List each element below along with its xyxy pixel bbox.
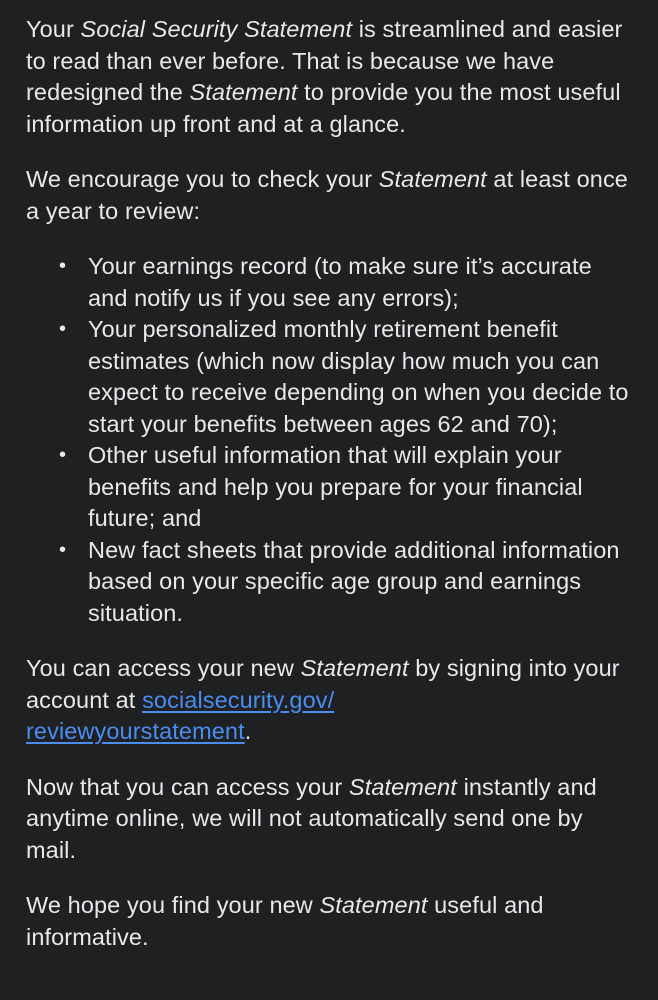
list-item: • New fact sheets that provide additional information based on your specific age group and earnings situation. xyxy=(59,536,620,626)
access-paragraph: You can access your new Statement by signing into your account at socialsecurity.gov/ reviewyourstatement. xyxy=(26,655,620,744)
review-list xyxy=(26,251,634,629)
list-item: • Your personalized monthly retirement benefit estimates (which now display how much you can expect to receive depending on when you decide to start your benefits between ages 62 and 70); xyxy=(59,316,629,437)
bullet-icon: • xyxy=(59,318,67,340)
bullet-icon: • xyxy=(59,538,67,561)
intro-paragraph: Your Social Security Statement is streamlined and easier to read than ever before. That is because we have redesigned the Statement to provide you the most useful information up front and at a glance. xyxy=(26,16,623,137)
review-statement-link[interactable]: socialsecurity.gov/ reviewyourstatement xyxy=(26,686,335,744)
encourage-paragraph: We encourage you to check your Statement at least once a year to review: xyxy=(26,166,628,224)
list-item: • Your earnings record (to make sure it’s accurate and notify us if you see any errors); xyxy=(59,253,592,311)
bullet-icon: • xyxy=(59,444,67,466)
list-item: • Other useful information that will explain your benefits and help you prepare for your financial future; and xyxy=(59,442,583,531)
bullet-icon: • xyxy=(59,255,67,277)
mail-paragraph: Now that you can access your Statement instantly and anytime online, we will not automatically send one by mail. xyxy=(26,773,597,863)
closing-paragraph: We hope you find your new Statement useful and informative. xyxy=(26,892,544,950)
